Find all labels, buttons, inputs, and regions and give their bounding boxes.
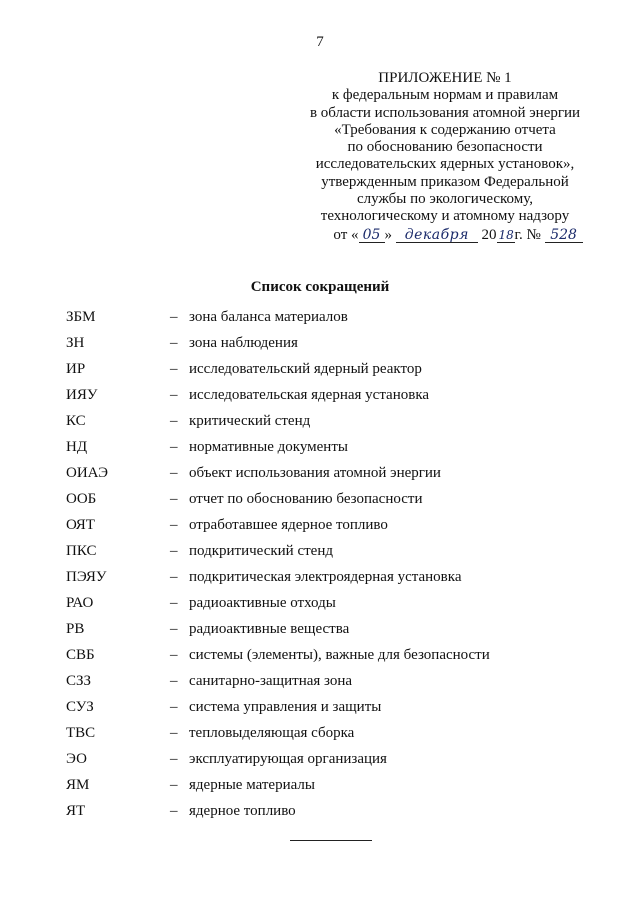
abbreviation-definition: исследовательская ядерная установка bbox=[189, 387, 430, 403]
year-prefix: 20 bbox=[481, 226, 497, 243]
abbreviation-dash: – bbox=[170, 751, 178, 767]
list-title: Список сокращений bbox=[250, 279, 390, 295]
abbreviation-definition: ядерные материалы bbox=[189, 777, 315, 793]
abbreviation-definition: радиоактивные вещества bbox=[189, 621, 350, 637]
abbreviation-definition: система управления и защиты bbox=[189, 699, 382, 715]
appendix-line: утвержденным приказом Федеральной bbox=[321, 173, 569, 190]
abbreviation-definition: санитарно-защитная зона bbox=[189, 673, 353, 689]
date-prefix: от « bbox=[333, 226, 359, 243]
abbreviation-code: ИР bbox=[66, 361, 86, 377]
abbreviation-dash: – bbox=[170, 725, 178, 741]
abbreviation-code: ОЯТ bbox=[66, 517, 95, 533]
abbreviation-dash: – bbox=[170, 413, 178, 429]
abbreviation-code: ОИАЭ bbox=[66, 465, 109, 481]
abbreviation-dash: – bbox=[170, 335, 178, 351]
abbreviation-code: РВ bbox=[66, 621, 85, 637]
abbreviation-row bbox=[66, 434, 606, 460]
handwritten-day: 05 bbox=[359, 228, 385, 243]
abbreviation-code: ЯМ bbox=[66, 777, 90, 793]
abbreviation-code: КС bbox=[66, 413, 86, 429]
abbreviation-dash: – bbox=[170, 673, 178, 689]
abbreviation-row bbox=[66, 460, 606, 486]
abbreviation-definition: отчет по обоснованию безопасности bbox=[189, 491, 423, 507]
abbreviation-dash: – bbox=[170, 361, 178, 377]
abbreviation-row bbox=[66, 538, 606, 564]
abbreviation-definition: зона наблюдения bbox=[189, 335, 298, 351]
handwritten-year: 18 bbox=[498, 227, 514, 242]
abbreviation-row bbox=[66, 382, 606, 408]
appendix-header bbox=[295, 70, 595, 244]
abbreviation-definition: подкритическая электроядерная установка bbox=[189, 569, 462, 585]
abbreviation-row bbox=[66, 642, 606, 668]
year-word: г. № bbox=[514, 226, 541, 243]
appendix-title: ПРИЛОЖЕНИЕ № 1 bbox=[378, 70, 512, 86]
abbreviation-dash: – bbox=[170, 569, 178, 585]
order-date-line bbox=[321, 227, 595, 244]
appendix-line: «Требования к содержанию отчета bbox=[334, 121, 556, 138]
abbreviation-row bbox=[66, 590, 606, 616]
appendix-line: в области использования атомной энергии bbox=[309, 104, 581, 121]
abbreviation-row bbox=[66, 564, 606, 590]
abbreviation-code: ЯТ bbox=[66, 803, 86, 819]
abbreviation-code: НД bbox=[66, 439, 88, 455]
abbreviation-code: ПКС bbox=[66, 543, 97, 559]
appendix-line: по обоснованию безопасности bbox=[347, 139, 543, 156]
handwritten-order-number: 528 bbox=[545, 228, 583, 243]
appendix-line: службы по экологическому, bbox=[357, 191, 533, 208]
abbreviation-row bbox=[66, 668, 606, 694]
abbreviation-dash: – bbox=[170, 491, 178, 507]
date-quote-close: » bbox=[384, 226, 393, 243]
abbreviation-code: ЗН bbox=[66, 335, 85, 351]
abbreviation-dash: – bbox=[170, 465, 178, 481]
abbreviation-dash: – bbox=[170, 543, 178, 559]
abbreviation-definition: подкритический стенд bbox=[189, 543, 333, 559]
abbreviation-code: ИЯУ bbox=[66, 387, 98, 403]
abbreviation-dash: – bbox=[170, 647, 178, 663]
appendix-line: исследовательских ядерных установок», bbox=[315, 156, 575, 173]
abbreviation-row bbox=[66, 616, 606, 642]
abbreviation-row bbox=[66, 408, 606, 434]
abbreviation-code: ЗБМ bbox=[66, 309, 96, 325]
abbreviation-row bbox=[66, 356, 606, 382]
abbreviation-dash: – bbox=[170, 387, 178, 403]
abbreviation-row bbox=[66, 694, 606, 720]
abbreviation-row bbox=[66, 720, 606, 746]
abbreviation-row bbox=[66, 772, 606, 798]
abbreviation-definition: ядерное топливо bbox=[189, 803, 296, 819]
abbreviation-dash: – bbox=[170, 439, 178, 455]
abbreviation-definition: зона баланса материалов bbox=[189, 309, 348, 325]
abbreviation-definition: объект использования атомной энергии bbox=[189, 465, 441, 481]
abbreviation-dash: – bbox=[170, 777, 178, 793]
abbreviation-dash: – bbox=[170, 699, 178, 715]
abbreviation-definition: тепловыделяющая сборка bbox=[189, 725, 355, 741]
abbreviation-code: ТВС bbox=[66, 725, 96, 741]
appendix-line: технологическому и атомному надзору bbox=[320, 208, 570, 225]
abbreviation-list bbox=[66, 304, 606, 824]
abbreviation-row bbox=[66, 798, 606, 824]
abbreviation-code: ООБ bbox=[66, 491, 97, 507]
appendix-line: к федеральным нормам и правилам bbox=[331, 87, 559, 104]
abbreviation-dash: – bbox=[170, 803, 178, 819]
abbreviation-dash: – bbox=[170, 621, 178, 637]
abbreviation-code: СВБ bbox=[66, 647, 95, 663]
abbreviation-row bbox=[66, 330, 606, 356]
abbreviation-definition: нормативные документы bbox=[189, 439, 348, 455]
abbreviation-code: ПЭЯУ bbox=[66, 569, 107, 585]
abbreviation-definition: эксплуатирующая организация bbox=[189, 751, 387, 767]
end-divider bbox=[290, 840, 372, 841]
abbreviation-definition: критический стенд bbox=[189, 413, 311, 429]
abbreviation-dash: – bbox=[170, 309, 178, 325]
abbreviation-definition: исследовательский ядерный реактор bbox=[189, 361, 422, 377]
abbreviation-code: РАО bbox=[66, 595, 94, 611]
abbreviation-dash: – bbox=[170, 595, 178, 611]
abbreviation-code: СЗЗ bbox=[66, 673, 92, 689]
abbreviation-row bbox=[66, 304, 606, 330]
abbreviation-row bbox=[66, 512, 606, 538]
handwritten-month: декабря bbox=[396, 228, 478, 243]
abbreviation-code: ЭО bbox=[66, 751, 87, 767]
abbreviation-definition: системы (элементы), важные для безопасности bbox=[189, 647, 490, 663]
abbreviation-row bbox=[66, 486, 606, 512]
abbreviation-definition: отработавшее ядерное топливо bbox=[189, 517, 388, 533]
abbreviation-definition: радиоактивные отходы bbox=[189, 595, 336, 611]
page-number: 7 bbox=[316, 34, 324, 50]
abbreviation-code: СУЗ bbox=[66, 699, 94, 715]
abbreviation-dash: – bbox=[170, 517, 178, 533]
abbreviation-row bbox=[66, 746, 606, 772]
